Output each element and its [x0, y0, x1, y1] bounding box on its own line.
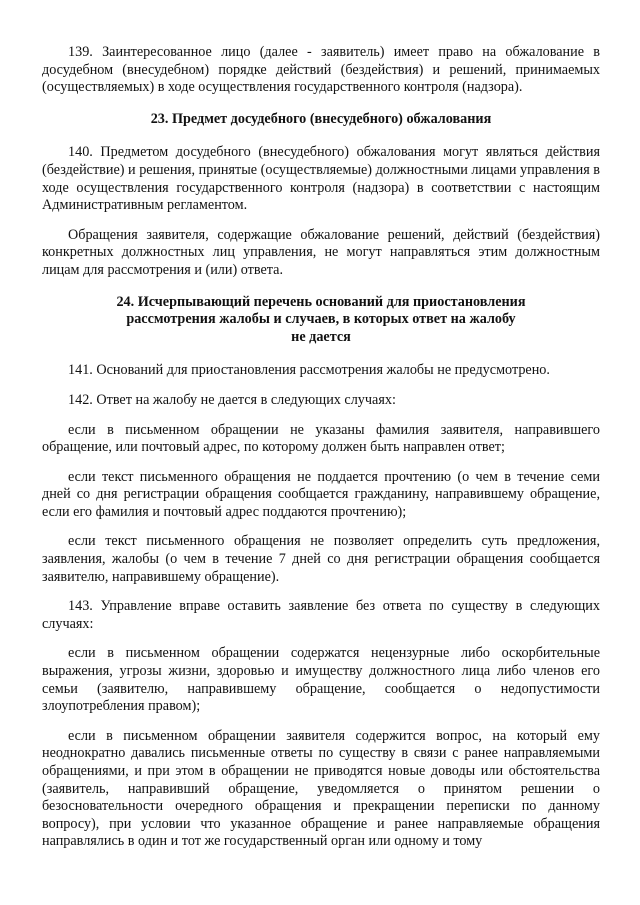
paragraph-case-repeated: если в письменном обращении заявителя содержится вопрос, на который ему неоднократно давались письменные ответы по существу в связи с ранее направляемыми обращениями, и при этом в обращении не приводятся новые доводы или обстоятельства (заявитель, направивший обращение, уведомляется о принятом решении о безосновательности очередного обращения и прекращении переписки по данному вопросу), при условии что указанное обращение и ранее направляемые обращения направлялись в один и тот же государственный орган или одному и тому	[42, 727, 600, 850]
paragraph-case-no-name: если в письменном обращении не указаны фамилия заявителя, направившего обращение, или почтовый адрес, по которому должен быть направлен ответ;	[42, 421, 600, 456]
paragraph-139: 139. Заинтересованное лицо (далее - заявитель) имеет право на обжалование в досудебном (внесудебном) порядке действий (бездействия) и решений, принимаемых (осуществляемых) в ходе осуществления государственного контроля (надзора).	[42, 44, 600, 96]
heading-line: рассмотрения жалобы и случаев, в которых ответ на жалобу	[126, 311, 516, 328]
heading-line: не дается	[291, 328, 351, 345]
paragraph-143: 143. Управление вправе оставить заявление без ответа по существу в следующих случаях:	[42, 598, 600, 632]
paragraph-140: 140. Предметом досудебного (внесудебного) обжалования могут являться действия (бездействие) и решения, принятые (осуществляемые) должностными лицами управления в ходе осуществления государственного контроля (надзора) в соответствии с настоящим Административным регламентом.	[42, 144, 600, 214]
paragraph-141: 141. Оснований для приостановления рассмотрения жалобы не предусмотрено.	[68, 362, 550, 379]
heading-line: 23. Предмет досудебного (внесудебного) обжалования	[150, 110, 492, 127]
heading-section-23	[42, 111, 600, 129]
paragraph-142: 142. Ответ на жалобу не дается в следующих случаях:	[68, 391, 396, 408]
paragraph-case-unclear: если текст письменного обращения не позволяет определить суть предложения, заявления, жалобы (о чем в течение 7 дней со дня регистрации обращения сообщается заявителю, направившему обращение).	[42, 533, 600, 585]
paragraph-case-illegible: если текст письменного обращения не поддается прочтению (о чем в течение семи дней со дня регистрации обращения сообщается гражданину, направившему обращение, если его фамилия и почтовый адрес поддаются прочтению);	[42, 468, 600, 520]
heading-line: 24. Исчерпывающий перечень оснований для приостановления	[116, 293, 526, 310]
heading-section-24	[42, 294, 600, 347]
paragraph-case-obscene: если в письменном обращении содержатся нецензурные либо оскорбительные выражения, угрозы жизни, здоровью и имуществу должностного лица либо членов его семьи (заявителю, направившему обращение, сообщается о недопустимости злоупотребления правом);	[42, 645, 600, 715]
paragraph-appeals-restriction: Обращения заявителя, содержащие обжалование решений, действий (бездействия) конкретных должностных лиц управления, не могут направляться этим должностным лицам для рассмотрения и (или) ответа.	[42, 226, 600, 278]
